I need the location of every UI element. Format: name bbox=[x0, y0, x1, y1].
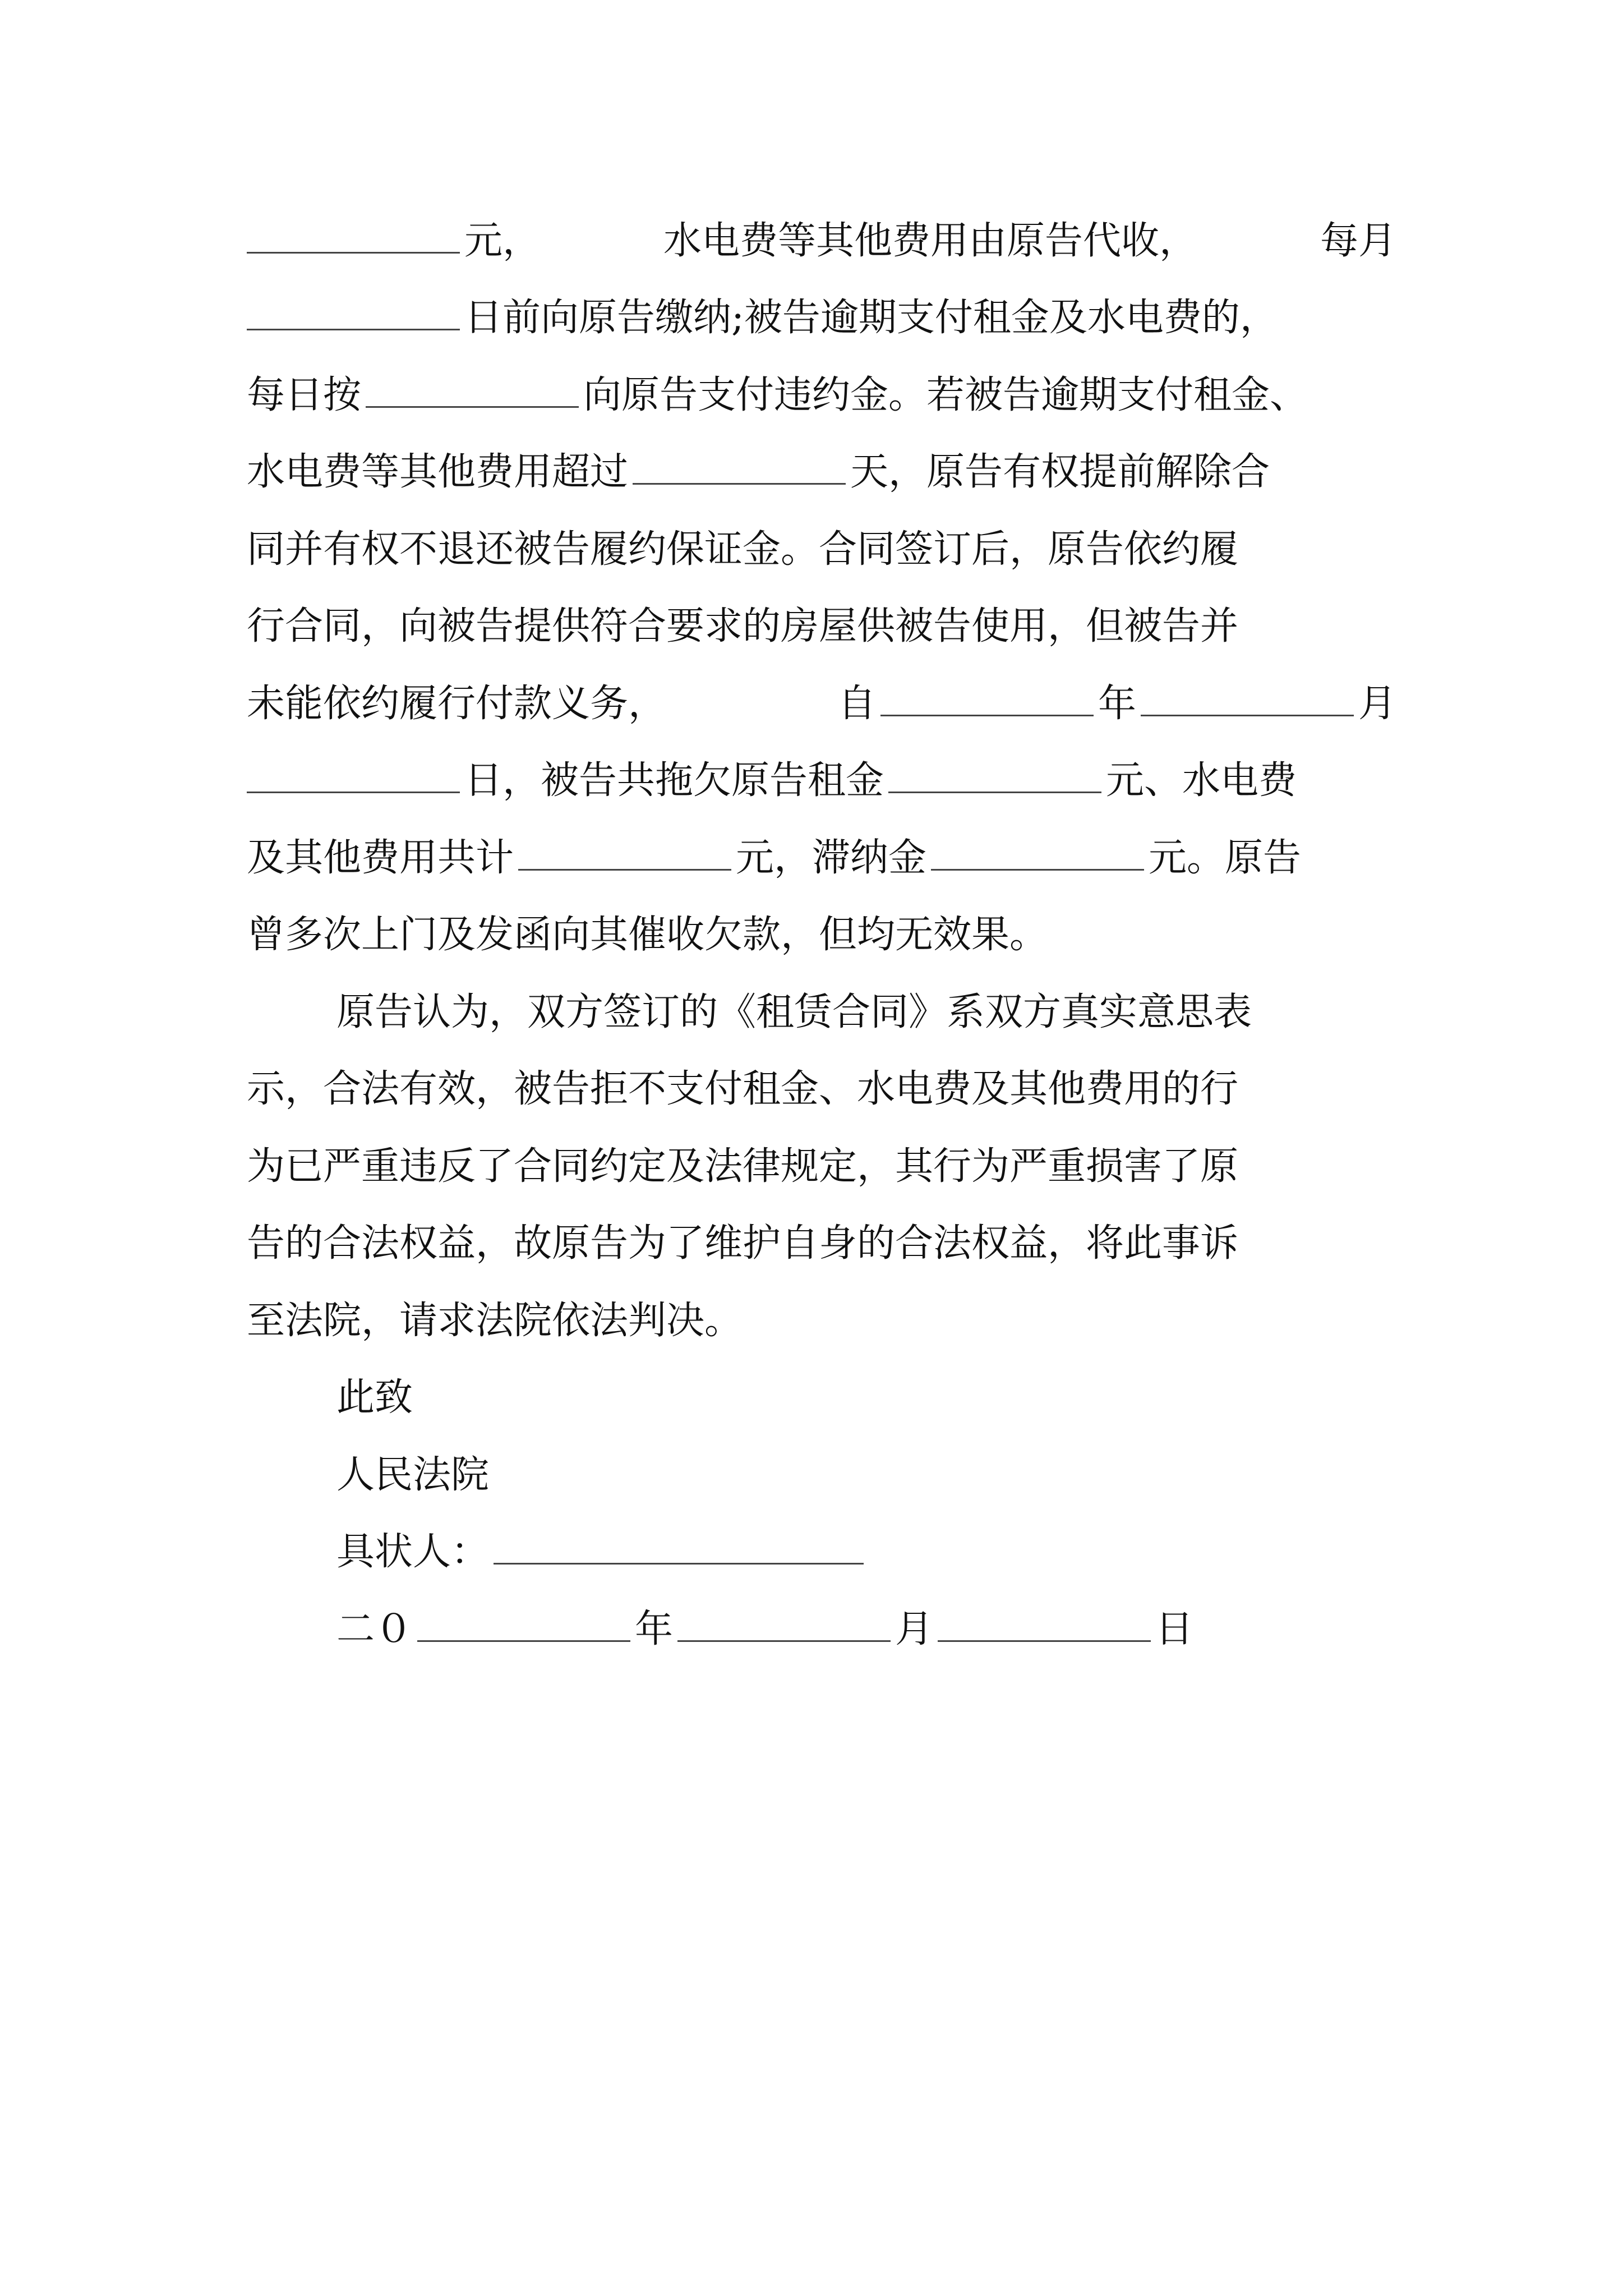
text-segment: 日前向原告缴纳;被告逾期支付租金及水电费的， bbox=[464, 296, 1278, 340]
salutation bbox=[336, 1370, 1396, 1426]
paragraph1-line3 bbox=[247, 367, 1396, 424]
paragraph1-line6 bbox=[247, 599, 1396, 655]
text-segment: 元、水电费 bbox=[1106, 758, 1297, 803]
text-segment: 至法院，请求法院依法判决。 bbox=[247, 1299, 743, 1343]
paragraph1-line8 bbox=[247, 753, 1396, 809]
paragraph1-line5 bbox=[247, 522, 1396, 578]
text-segment: 未能依约履行付款义务， bbox=[247, 682, 667, 726]
text-segment: 天，原告有权提前解除合 bbox=[850, 450, 1270, 494]
text-segment: 及其他费用共计 bbox=[247, 836, 514, 880]
text-segment: 元， bbox=[464, 219, 541, 263]
paragraph2-line5 bbox=[247, 1293, 1396, 1349]
text-segment: 同并有权不退还被告履约保证金。合同签订后，原告依约履 bbox=[247, 527, 1239, 572]
day-label: 日 bbox=[1155, 1607, 1194, 1651]
paragraph1-line2 bbox=[247, 290, 1396, 346]
text-segment: 元。原告 bbox=[1149, 836, 1302, 880]
text-segment: 每日按 bbox=[247, 373, 362, 417]
paragraph1-line7 bbox=[247, 676, 1396, 732]
paragraph2-line3 bbox=[247, 1139, 1396, 1195]
month-field[interactable] bbox=[677, 1607, 891, 1642]
text-segment: 人民法院 bbox=[336, 1453, 490, 1497]
paragraph1-line4 bbox=[247, 444, 1396, 500]
blank-field[interactable] bbox=[1141, 681, 1354, 716]
blank-field[interactable] bbox=[247, 758, 460, 793]
text-segment: 自 bbox=[837, 682, 876, 726]
text-segment: 曾多次上门及发函向其催收欠款，但均无效果。 bbox=[247, 913, 1048, 957]
plaintiff-signature-line bbox=[336, 1524, 1396, 1580]
blank-field[interactable] bbox=[247, 218, 460, 254]
blank-field[interactable] bbox=[366, 372, 579, 408]
day-field[interactable] bbox=[938, 1607, 1151, 1642]
paragraph1-line1 bbox=[247, 213, 1396, 269]
text-segment: 为已严重违反了合同约定及法律规定，其行为严重损害了原 bbox=[247, 1144, 1239, 1189]
text-segment: 月 bbox=[1358, 682, 1396, 726]
blank-field[interactable] bbox=[931, 835, 1144, 871]
date-line bbox=[336, 1602, 1396, 1658]
blank-field[interactable] bbox=[888, 758, 1101, 793]
text-segment: 原告认为，双方签订的《租赁合同》系双方真实意思表 bbox=[336, 990, 1252, 1034]
year-label: 年 bbox=[635, 1607, 674, 1651]
plaintiff-signature-field[interactable] bbox=[494, 1529, 864, 1565]
text-segment: 年 bbox=[1098, 682, 1136, 726]
text-segment: 向原告支付违约金。若被告逾期支付租金、 bbox=[583, 373, 1308, 417]
year-field[interactable] bbox=[417, 1607, 630, 1642]
text-segment: 告的合法权益，故原告为了维护自身的合法权益，将此事诉 bbox=[247, 1221, 1239, 1266]
blank-field[interactable] bbox=[633, 449, 846, 485]
text-segment: 此致 bbox=[336, 1375, 413, 1420]
paragraph2-line2 bbox=[247, 1061, 1396, 1117]
text-segment: 示，合法有效，被告拒不支付租金、水电费及其他费用的行 bbox=[247, 1067, 1239, 1111]
text-segment: 元，滞纳金 bbox=[736, 836, 927, 880]
blank-field[interactable] bbox=[518, 835, 731, 871]
text-segment: 水电费等其他费用由原告代收， bbox=[663, 219, 1197, 263]
paragraph1-line9 bbox=[247, 830, 1396, 886]
blank-field[interactable] bbox=[247, 295, 460, 330]
blank-field[interactable] bbox=[880, 681, 1094, 716]
month-label: 月 bbox=[895, 1607, 934, 1651]
court-name bbox=[336, 1447, 1396, 1503]
paragraph1-line10 bbox=[247, 907, 1396, 963]
text-segment: 每月 bbox=[1320, 219, 1396, 263]
text-segment: 水电费等其他费用超过 bbox=[247, 450, 629, 494]
text-segment: 行合同，向被告提供符合要求的房屋供被告使用，但被告并 bbox=[247, 604, 1239, 648]
paragraph2-line4 bbox=[247, 1216, 1396, 1272]
date-prefix: 二０ bbox=[336, 1607, 413, 1651]
plaintiff-label: 具状人： bbox=[336, 1530, 490, 1574]
text-segment: 日，被告共拖欠原告租金 bbox=[464, 758, 884, 803]
paragraph2-line1 bbox=[336, 984, 1396, 1041]
